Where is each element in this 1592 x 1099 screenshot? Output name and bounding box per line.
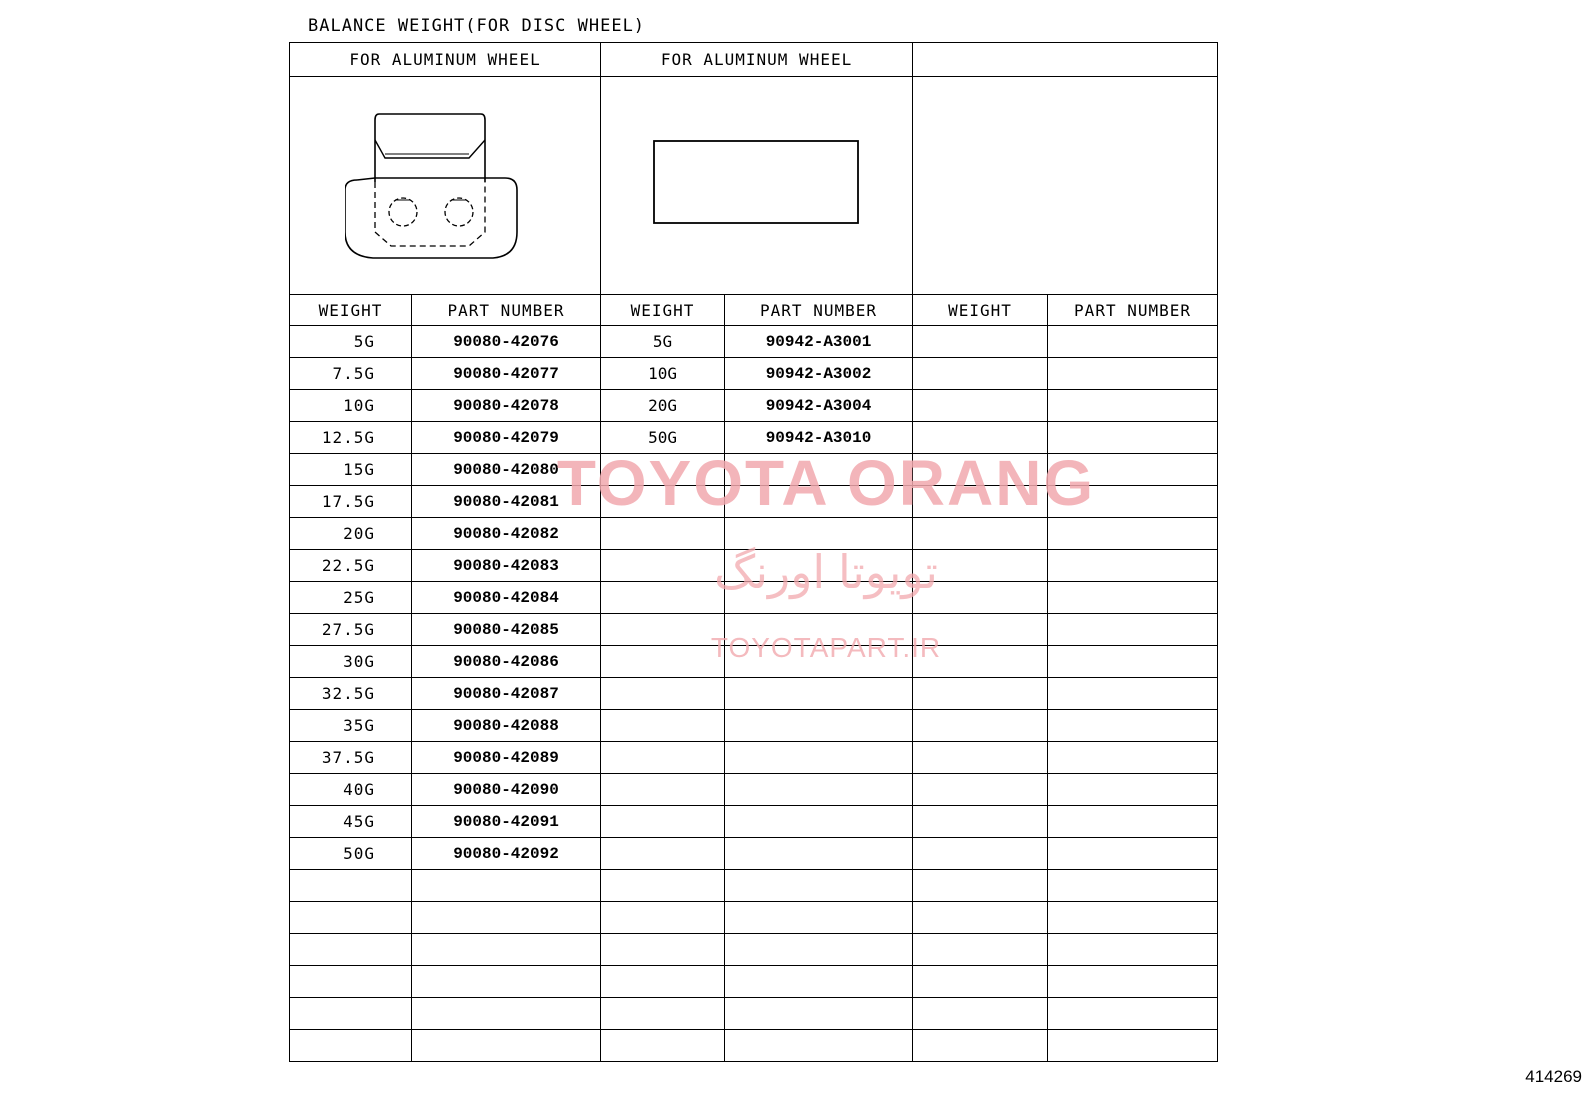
table-row: [290, 1030, 1218, 1062]
part-number-column-header-1: PART NUMBER: [412, 295, 601, 326]
part-number-cell: [725, 454, 913, 486]
part-number-cell: 90080-42087: [412, 678, 601, 710]
weight-cell: [601, 1030, 725, 1062]
table-row: [290, 806, 1218, 838]
weight-cell: 12.5G: [290, 422, 412, 454]
table-row: [290, 454, 1218, 486]
weight-cell: 17.5G: [290, 486, 412, 518]
table-row: [290, 582, 1218, 614]
part-number-cell: [1048, 358, 1218, 390]
empty-illustration-cell: [913, 77, 1218, 295]
watermark-title: TOYOTA ORANG: [556, 447, 1096, 519]
weight-cell: 20G: [601, 390, 725, 422]
part-number-cell: 90942-A3004: [725, 390, 913, 422]
part-number-cell: 90080-42081: [412, 486, 601, 518]
part-number-cell: [1048, 390, 1218, 422]
weight-cell: 45G: [290, 806, 412, 838]
weight-cell: 10G: [601, 358, 725, 390]
part-number-cell: [725, 902, 913, 934]
part-number-cell: [1048, 998, 1218, 1030]
table-row: [290, 678, 1218, 710]
table-row: [290, 742, 1218, 774]
part-number-cell: 90942-A3001: [725, 326, 913, 358]
weight-cell: [913, 582, 1048, 614]
weight-cell: 50G: [290, 838, 412, 870]
part-number-cell: [1048, 838, 1218, 870]
part-number-cell: 90942-A3010: [725, 422, 913, 454]
table-row: [290, 358, 1218, 390]
weight-cell: [601, 582, 725, 614]
part-number-cell: 90080-42083: [412, 550, 601, 582]
weight-cell: [913, 646, 1048, 678]
part-number-cell: [1048, 806, 1218, 838]
column-header-row: [290, 295, 1218, 326]
weight-cell: [601, 806, 725, 838]
weight-cell: [601, 550, 725, 582]
weight-cell: [601, 934, 725, 966]
part-number-cell: [725, 518, 913, 550]
weight-cell: [601, 774, 725, 806]
table-row: [290, 998, 1218, 1030]
watermark-url: TOYOTAPART.IR: [710, 632, 942, 663]
part-number-cell: [725, 838, 913, 870]
weight-cell: [601, 838, 725, 870]
part-number-cell: [725, 582, 913, 614]
part-number-cell: [725, 742, 913, 774]
weight-cell: [913, 998, 1048, 1030]
part-number-cell: [725, 870, 913, 902]
part-number-cell: 90080-42088: [412, 710, 601, 742]
balance-weight-table: [289, 42, 1218, 1062]
weight-cell: [290, 998, 412, 1030]
table-row: [290, 486, 1218, 518]
table-row: [290, 934, 1218, 966]
illustration-row: [290, 77, 1218, 295]
section-header-1: FOR ALUMINUM WHEEL: [290, 43, 601, 77]
weight-cell: [913, 390, 1048, 422]
weight-cell: 5G: [290, 326, 412, 358]
part-number-cell: [1048, 774, 1218, 806]
part-number-cell: [412, 1030, 601, 1062]
part-number-cell: 90080-42090: [412, 774, 601, 806]
weight-cell: 30G: [290, 646, 412, 678]
weight-cell: [601, 998, 725, 1030]
weight-cell: [913, 870, 1048, 902]
clip-on-weight-illustration: [290, 77, 601, 295]
weight-cell: [913, 806, 1048, 838]
weight-cell: 35G: [290, 710, 412, 742]
weight-cell: [601, 614, 725, 646]
part-number-column-header-2: PART NUMBER: [725, 295, 913, 326]
weight-cell: [601, 518, 725, 550]
table-row: [290, 710, 1218, 742]
weight-cell: [601, 710, 725, 742]
part-number-cell: 90080-42077: [412, 358, 601, 390]
part-number-cell: [1048, 1030, 1218, 1062]
table-row: [290, 646, 1218, 678]
table-row: [290, 902, 1218, 934]
weight-cell: [913, 326, 1048, 358]
weight-cell: 20G: [290, 518, 412, 550]
weight-cell: 32.5G: [290, 678, 412, 710]
part-number-cell: 90080-42084: [412, 582, 601, 614]
part-number-cell: [1048, 742, 1218, 774]
part-number-cell: [1048, 550, 1218, 582]
part-number-cell: [1048, 582, 1218, 614]
weight-cell: 50G: [601, 422, 725, 454]
adhesive-weight-drawing: [652, 139, 862, 229]
section-header-row: [290, 43, 1218, 77]
weight-cell: [913, 934, 1048, 966]
table-row: [290, 870, 1218, 902]
part-number-cell: 90080-42086: [412, 646, 601, 678]
weight-cell: [913, 518, 1048, 550]
weight-cell: [601, 902, 725, 934]
table-row: [290, 550, 1218, 582]
part-number-cell: [412, 966, 601, 998]
part-number-cell: [725, 1030, 913, 1062]
weight-cell: [913, 1030, 1048, 1062]
weight-cell: [601, 646, 725, 678]
weight-column-header-2: WEIGHT: [601, 295, 725, 326]
part-number-cell: [1048, 326, 1218, 358]
part-number-cell: [1048, 614, 1218, 646]
part-number-cell: [1048, 646, 1218, 678]
weight-cell: [290, 934, 412, 966]
part-number-cell: [725, 998, 913, 1030]
part-number-cell: [725, 710, 913, 742]
part-number-cell: [725, 646, 913, 678]
part-number-cell: 90080-42079: [412, 422, 601, 454]
table-row: [290, 614, 1218, 646]
weight-cell: 27.5G: [290, 614, 412, 646]
table-row: [290, 390, 1218, 422]
table-row: [290, 838, 1218, 870]
weight-cell: [601, 966, 725, 998]
part-number-cell: 90080-42080: [412, 454, 601, 486]
part-number-cell: [1048, 422, 1218, 454]
weight-cell: [913, 614, 1048, 646]
weight-cell: [913, 454, 1048, 486]
part-number-cell: [725, 966, 913, 998]
weight-cell: 40G: [290, 774, 412, 806]
table-row: [290, 326, 1218, 358]
part-number-cell: [725, 550, 913, 582]
reference-number: 414269: [1525, 1067, 1582, 1086]
weight-cell: [913, 358, 1048, 390]
part-number-cell: [1048, 966, 1218, 998]
weight-cell: [290, 902, 412, 934]
table-row: [290, 422, 1218, 454]
part-number-cell: [725, 614, 913, 646]
section-header-2: FOR ALUMINUM WHEEL: [601, 43, 913, 77]
part-number-cell: [725, 486, 913, 518]
section-header-3: [913, 43, 1218, 77]
weight-cell: [913, 710, 1048, 742]
part-number-column-header-3: PART NUMBER: [1048, 295, 1218, 326]
part-number-cell: [1048, 678, 1218, 710]
weight-column-header-3: WEIGHT: [913, 295, 1048, 326]
part-number-cell: [412, 870, 601, 902]
part-number-cell: [1048, 902, 1218, 934]
table-row: [290, 774, 1218, 806]
part-number-cell: [725, 806, 913, 838]
weight-cell: 5G: [601, 326, 725, 358]
weight-cell: [913, 902, 1048, 934]
weight-cell: [601, 742, 725, 774]
adhesive-weight-illustration: [601, 77, 913, 295]
part-number-cell: 90942-A3002: [725, 358, 913, 390]
part-number-cell: 90080-42076: [412, 326, 601, 358]
part-number-cell: 90080-42092: [412, 838, 601, 870]
weight-cell: [913, 742, 1048, 774]
weight-cell: [601, 870, 725, 902]
weight-cell: [601, 454, 725, 486]
part-number-cell: [1048, 934, 1218, 966]
weight-column-header-1: WEIGHT: [290, 295, 412, 326]
watermark-persian: تویوتا اورنگ: [714, 546, 938, 598]
weight-cell: 22.5G: [290, 550, 412, 582]
weight-cell: [913, 966, 1048, 998]
weight-cell: [913, 486, 1048, 518]
part-number-cell: [1048, 710, 1218, 742]
part-number-cell: [1048, 486, 1218, 518]
part-number-cell: 90080-42091: [412, 806, 601, 838]
part-number-cell: [412, 934, 601, 966]
weight-cell: 15G: [290, 454, 412, 486]
weight-cell: 37.5G: [290, 742, 412, 774]
part-number-cell: [725, 774, 913, 806]
weight-cell: 7.5G: [290, 358, 412, 390]
part-number-cell: [725, 678, 913, 710]
part-number-cell: 90080-42089: [412, 742, 601, 774]
table-row: [290, 966, 1218, 998]
weight-cell: 10G: [290, 390, 412, 422]
part-number-cell: 90080-42085: [412, 614, 601, 646]
weight-cell: [290, 966, 412, 998]
weight-cell: [913, 550, 1048, 582]
part-number-cell: 90080-42078: [412, 390, 601, 422]
part-number-cell: [725, 934, 913, 966]
part-number-cell: 90080-42082: [412, 518, 601, 550]
part-number-cell: [1048, 870, 1218, 902]
weight-cell: [913, 422, 1048, 454]
part-number-cell: [412, 902, 601, 934]
weight-cell: [601, 678, 725, 710]
weight-cell: [290, 1030, 412, 1062]
weight-cell: [601, 486, 725, 518]
part-number-cell: [412, 998, 601, 1030]
weight-cell: [913, 678, 1048, 710]
weight-cell: [913, 774, 1048, 806]
page-title: BALANCE WEIGHT(FOR DISC WHEEL): [308, 16, 646, 36]
clip-on-weight-drawing: [345, 104, 545, 264]
table-row: [290, 518, 1218, 550]
part-number-cell: [1048, 518, 1218, 550]
table-body: [290, 326, 1218, 1062]
weight-cell: [290, 870, 412, 902]
weight-cell: [913, 838, 1048, 870]
weight-cell: 25G: [290, 582, 412, 614]
part-number-cell: [1048, 454, 1218, 486]
